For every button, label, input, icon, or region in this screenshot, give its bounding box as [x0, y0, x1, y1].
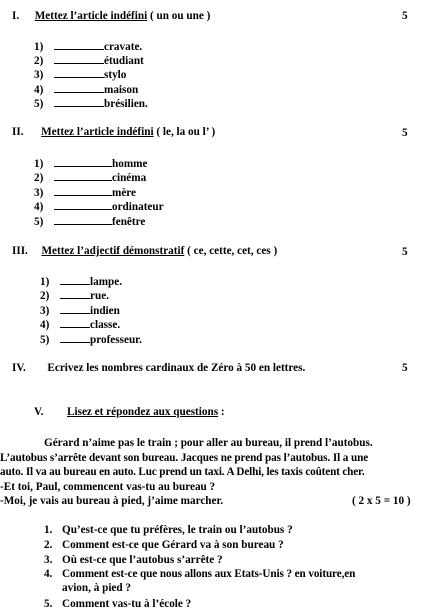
answer-blank[interactable] — [54, 157, 112, 167]
question-item: 3. Où est-ce que l’autobus s’arrête ? — [44, 554, 223, 566]
section-1-points: 5 — [402, 10, 408, 22]
passage-line: auto. Il va au bureau en auto. Luc prend un taxi. A Delhi, les taxis coûtent cher. — [0, 466, 365, 478]
section-3-title: Mettez l’adjectif démonstratif — [41, 245, 185, 257]
question-item: 5. Comment vas-tu à l’école ? — [44, 598, 192, 610]
passage-line: Gérard n’aime pas le train ; pour aller au bureau, il prend l’autobus. — [44, 437, 373, 449]
answer-blank[interactable] — [54, 186, 112, 196]
list-item: 5) fenêtre — [34, 216, 146, 228]
answer-blank[interactable] — [54, 215, 112, 225]
section-3-choices: ( ce, cette, cet, ces ) — [184, 245, 278, 257]
list-item: 4) maison — [34, 84, 139, 96]
list-item: 4) classe. — [40, 319, 121, 331]
list-item: 1) cravate. — [34, 41, 143, 53]
question-item: 1. Qu’est-ce que tu préfères, le train ou l’autobus ? — [44, 524, 293, 536]
question-item: 4. Comment est-ce que nous allons aux Etats-Unis ? en voiture,en — [44, 568, 356, 580]
list-item: 3) indien — [40, 305, 120, 317]
section-4-roman: IV. — [12, 362, 26, 374]
list-item: 3) stylo — [34, 69, 127, 81]
list-item: 1) lampe. — [40, 276, 123, 288]
passage-line: -Moi, je vais au bureau à pied, j’aime marcher. — [0, 495, 224, 507]
section-2-choices: ( le, la ou l’ ) — [153, 126, 216, 138]
section-3-roman: III. — [12, 245, 28, 257]
section-2-roman: II. — [12, 126, 24, 138]
section-2-heading — [12, 126, 215, 138]
list-item: 4) ordinateur — [34, 201, 164, 213]
list-item: 2) cinéma — [34, 172, 147, 184]
list-item: 2) étudiant — [34, 55, 144, 67]
answer-blank[interactable] — [60, 304, 90, 314]
answer-blank[interactable] — [54, 83, 104, 93]
section-2-points: 5 — [402, 127, 408, 139]
answer-blank[interactable] — [60, 275, 90, 285]
section-1-title: Mettez l’article indéfini — [34, 10, 148, 22]
section-5-title: Lisez et répondez aux questions — [67, 406, 219, 418]
section-1-roman: I. — [12, 10, 20, 22]
section-2-title: Mettez l’article indéfini — [41, 126, 154, 138]
list-item: 5) brésilien. — [34, 98, 148, 110]
section-3-heading — [12, 245, 277, 257]
section-5-roman: V. — [34, 406, 44, 418]
passage-line: -Et toi, Paul, commencent vas-tu au bureau ? — [0, 481, 216, 493]
section-4-points: 5 — [402, 362, 408, 374]
answer-blank[interactable] — [54, 54, 104, 64]
answer-blank[interactable] — [60, 289, 90, 299]
answer-blank[interactable] — [60, 333, 90, 343]
section-1-heading — [12, 10, 210, 22]
section-4-heading — [12, 362, 305, 374]
section-1-choices: ( un ou une ) — [147, 10, 211, 22]
list-item: 2) rue. — [40, 290, 109, 302]
marks-label: ( 2 x 5 = 10 ) — [352, 495, 411, 507]
answer-blank[interactable] — [60, 318, 90, 328]
list-item: 1) homme — [34, 158, 148, 170]
answer-blank[interactable] — [54, 68, 104, 78]
section-5-heading: V. Lisez et répondez aux questions : — [34, 406, 225, 418]
list-item: 3) mère — [34, 187, 137, 199]
section-4-instruction: Ecrivez les nombres cardinaux de Zéro à 50 en lettres. — [47, 362, 306, 374]
question-item: 2. Comment est-ce que Gérard va à son bureau ? — [44, 539, 284, 551]
question-item-continuation: avion, à pied ? — [62, 582, 132, 594]
answer-blank[interactable] — [54, 40, 104, 50]
list-item: 5) professeur. — [40, 334, 142, 346]
section-3-points: 5 — [402, 246, 408, 258]
answer-blank[interactable] — [54, 171, 112, 181]
passage-line: L’autobus s’arrête devant son bureau. Jacques ne prend pas l’autobus. Il a une — [0, 452, 369, 464]
answer-blank[interactable] — [54, 200, 112, 210]
answer-blank[interactable] — [54, 97, 104, 107]
